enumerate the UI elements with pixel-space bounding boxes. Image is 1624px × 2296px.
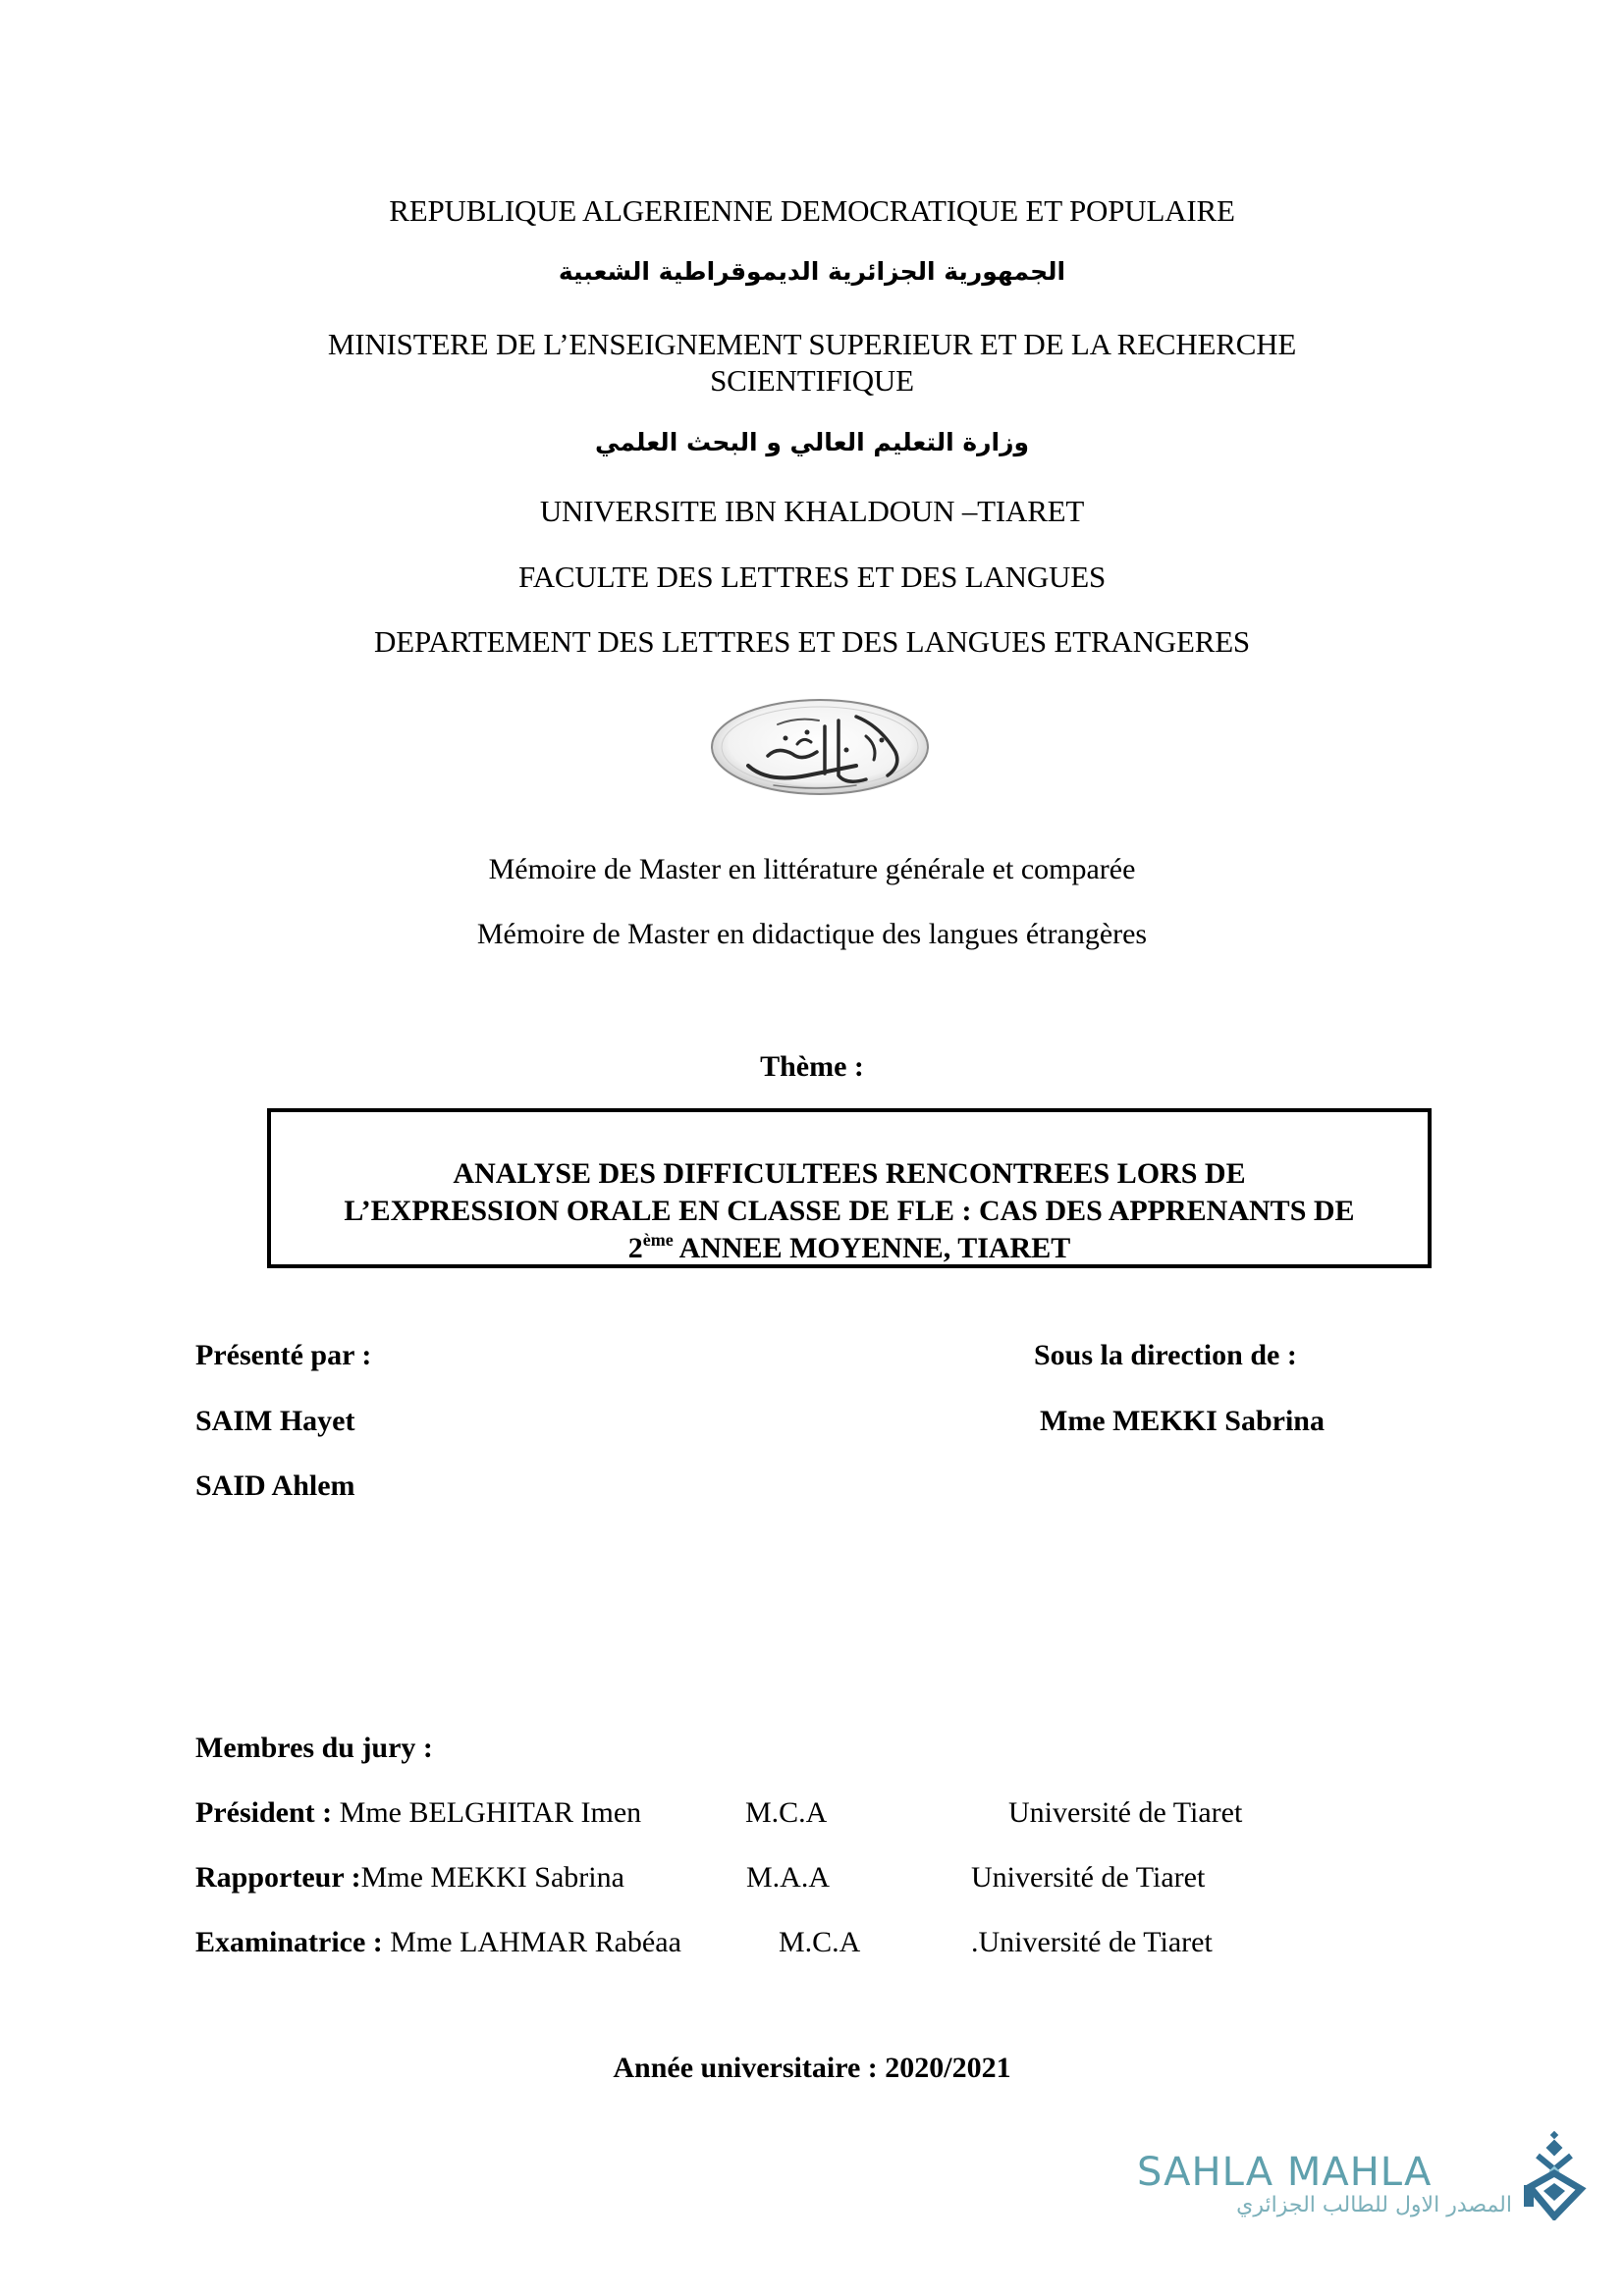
jury-name: Mme MEKKI Sabrina: [360, 1861, 624, 1894]
theme-title-box: [267, 1108, 1432, 1268]
university-name: UNIVERSITE IBN KHALDOUN –TIARET: [539, 494, 1085, 528]
theme-label: Thème :: [760, 1050, 864, 1083]
supervisor-name: Mme MEKKI Sabrina: [1040, 1405, 1325, 1437]
watermark-subtitle: المصدر الاول للطالب الجزائري: [1236, 2193, 1512, 2217]
jury-label: Membres du jury :: [195, 1732, 433, 1764]
jury-role: Rapporteur :: [195, 1861, 361, 1894]
department-name: DEPARTEMENT DES LETTRES ET DES LANGUES ETRANGERES: [374, 624, 1250, 659]
theme-title: [271, 1155, 1428, 1267]
author-name-2: SAID Ahlem: [195, 1469, 355, 1502]
presented-by-label: Présenté par :: [195, 1339, 372, 1371]
ministry-title-ar: وزارة التعليم العالي و البحث العلمي: [594, 428, 1030, 456]
theme-title-number: 2: [627, 1232, 643, 1264]
theme-title-superscript: ème: [642, 1230, 674, 1250]
republic-title-ar: الجمهورية الجزائرية الديموقراطية الشعبية: [558, 257, 1066, 286]
jury-role: Président :: [195, 1796, 333, 1829]
theme-title-line-1: ANALYSE DES DIFFICULTEES RENCONTREES LORS DE: [453, 1157, 1246, 1190]
author-name-1: SAIM Hayet: [195, 1405, 355, 1437]
faculty-name: FACULTE DES LETTRES ET DES LANGUES: [517, 560, 1106, 594]
jury-name: Mme LAHMAR Rabéaa: [382, 1926, 681, 1958]
jury-name: Mme BELGHITAR Imen: [332, 1796, 642, 1829]
master-line-1: Mémoire de Master en littérature générale et comparée: [488, 853, 1136, 885]
jury-grade: M.C.A: [779, 1926, 861, 1958]
ministry-title-fr-line2: SCIENTIFIQUE: [710, 363, 914, 398]
jury-institution: Université de Tiaret: [971, 1861, 1206, 1894]
sahla-mahla-watermark: [1129, 2130, 1581, 2228]
jury-institution: Université de Tiaret: [1008, 1796, 1243, 1829]
ministry-title-fr-line1: MINISTERE DE L’ENSEIGNEMENT SUPERIEUR ET DE LA RECHERCHE: [327, 327, 1297, 361]
republic-title-fr: REPUBLIQUE ALGERIENNE DEMOCRATIQUE ET POPULAIRE: [389, 193, 1235, 228]
supervisor-label: Sous la direction de :: [1034, 1339, 1297, 1371]
theme-title-line-2: L’EXPRESSION ORALE EN CLASSE DE FLE : CAS DES APPRENANTS DE: [344, 1195, 1355, 1227]
watermark-title: SAHLA MAHLA: [1137, 2150, 1433, 2195]
theme-title-line-3: [271, 1230, 1428, 1267]
university-seal-icon: [709, 697, 931, 797]
master-line-2: Mémoire de Master en didactique des langues étrangères: [476, 918, 1148, 950]
jury-grade: M.C.A: [745, 1796, 828, 1829]
jury-role: Examinatrice :: [195, 1926, 383, 1958]
jury-institution: .Université de Tiaret: [971, 1926, 1213, 1958]
jury-grade: M.A.A: [746, 1861, 831, 1894]
academic-year: Année universitaire : 2020/2021: [613, 2052, 1011, 2084]
sahla-mahla-logo-icon: [1522, 2130, 1591, 2220]
theme-title-rest: ANNEE MOYENNE, TIARET: [673, 1232, 1071, 1264]
